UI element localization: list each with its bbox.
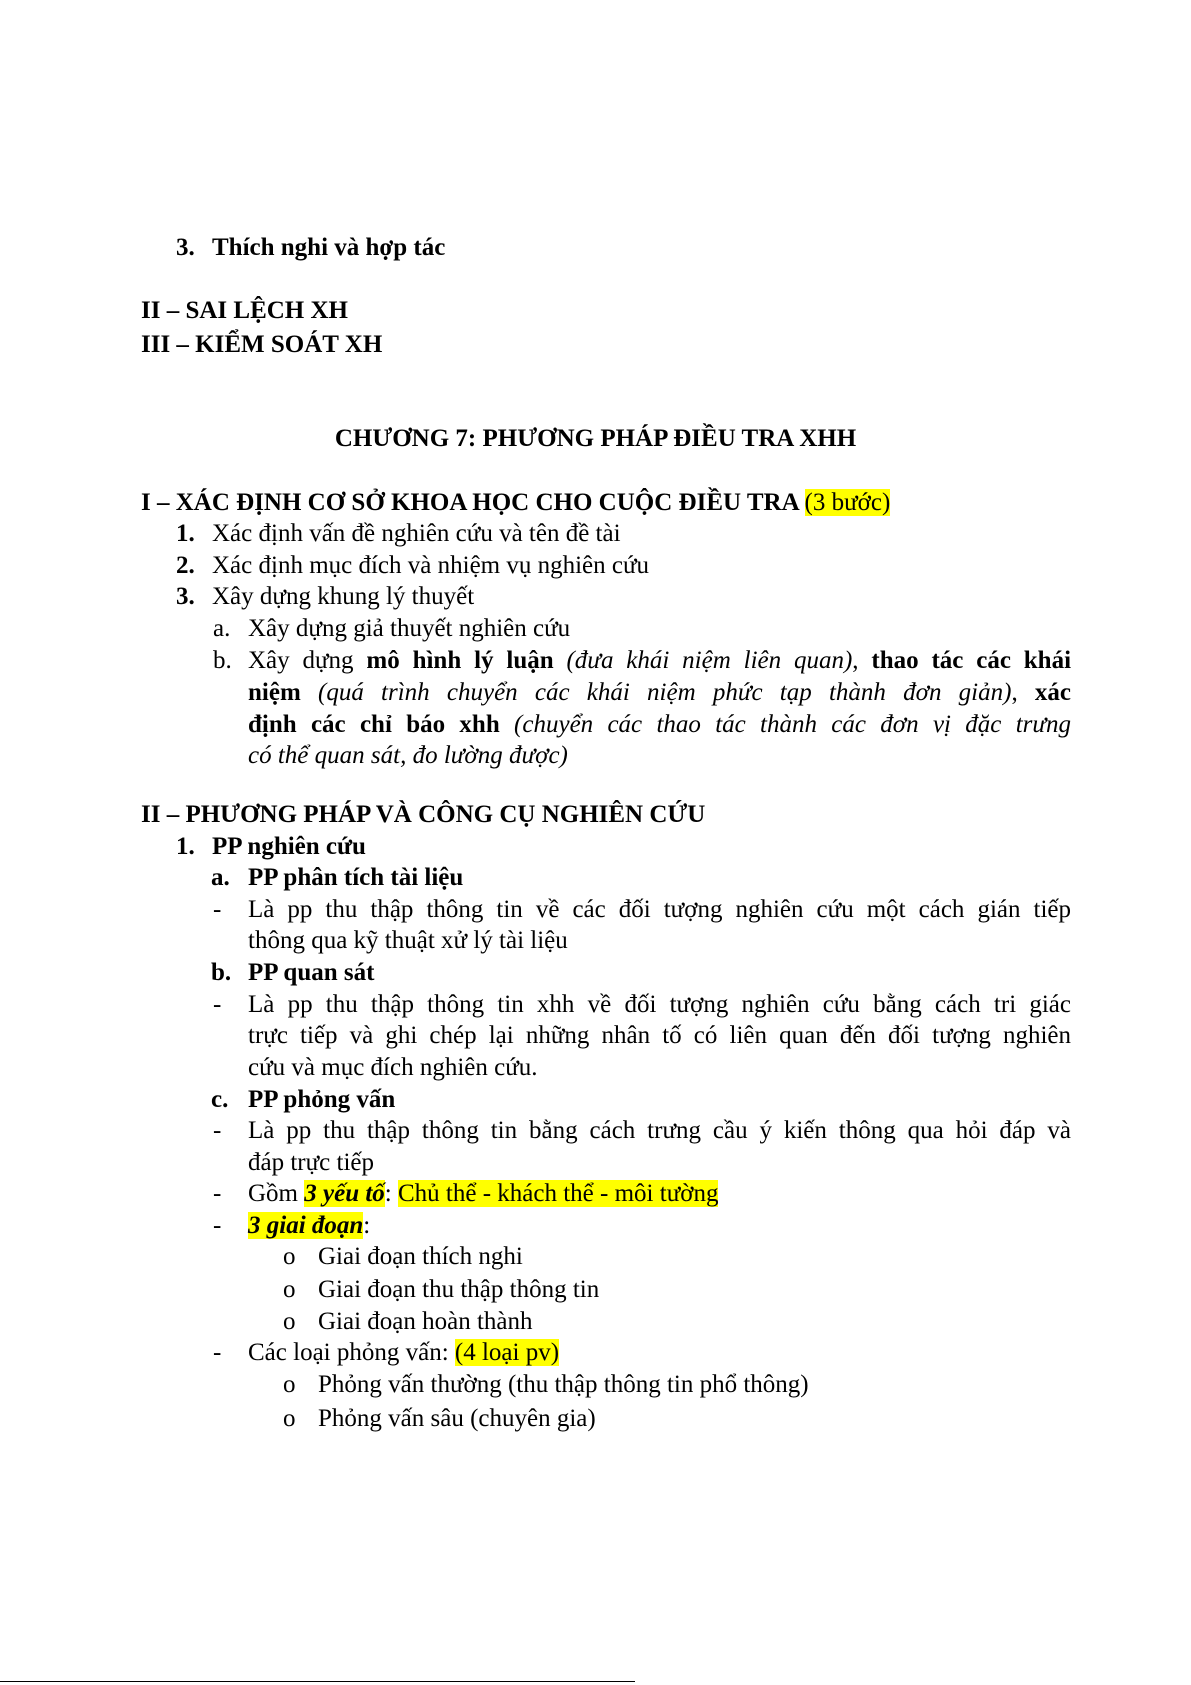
circle-bullet: o — [283, 1276, 296, 1303]
list-item: Xây dựng khung lý thuyết — [212, 583, 475, 610]
sub-letter: b. — [211, 959, 232, 986]
list-item: Xác định mục đích và nhiệm vụ nghiên cứu — [212, 552, 650, 579]
sub-item-b-line4: có thể quan sát, đo lường được) — [248, 742, 568, 769]
section-heading-3: III – KIỂM SOÁT XH — [141, 331, 383, 358]
item-number: 3. — [176, 234, 195, 261]
item-number: 1. — [176, 520, 195, 547]
term: niệm — [248, 679, 301, 706]
types-line — [248, 1338, 559, 1368]
note: (chuyển các thao tác thành các đơn vị đặc trưng — [514, 711, 1072, 738]
chapter-title: CHƯƠNG 7: PHƯƠNG PHÁP ĐIỀU TRA XHH — [334, 425, 857, 452]
term: xác — [1034, 679, 1072, 706]
definition-line: trực tiếp và ghi chép lại những nhân tố có liên quan đến đối tượng nghiên — [248, 1022, 1071, 1049]
section-heading-2: II – SAI LỆCH XH — [141, 297, 348, 324]
highlighted-term: 3 giai đoạn — [248, 1212, 364, 1239]
stage-item: Giai đoạn hoàn thành — [318, 1308, 533, 1335]
components-line — [248, 1179, 718, 1209]
sub-letter: c. — [211, 1086, 229, 1113]
item-number: 3. — [176, 583, 195, 610]
dash-bullet: - — [213, 896, 222, 923]
term: mô hình lý luận — [366, 647, 554, 674]
term: thao tác các khái — [871, 647, 1072, 674]
footer-divider — [0, 1681, 635, 1682]
sub-item-b-line3 — [248, 710, 1071, 740]
circle-bullet: o — [283, 1405, 296, 1432]
text-run: Các loại phỏng vấn: — [248, 1339, 449, 1366]
definition-line: Là pp thu thập thông tin về các đối tượng nghiên cứu một cách gián tiếp — [248, 896, 1071, 923]
definition-line: đáp trực tiếp — [248, 1149, 375, 1176]
part1-heading-note: (3 bước) — [804, 489, 891, 516]
item-number: 1. — [176, 833, 195, 860]
sub-letter: b. — [213, 647, 232, 674]
circle-bullet: o — [283, 1371, 296, 1398]
dash-bullet: - — [213, 1117, 222, 1144]
circle-bullet: o — [283, 1308, 296, 1335]
dash-bullet: - — [213, 1339, 222, 1366]
punct: , — [852, 647, 859, 674]
dash-bullet: - — [213, 1180, 222, 1207]
definition-line: cứu và mục đích nghiên cứu. — [248, 1054, 538, 1081]
text-run: Gồm — [248, 1180, 298, 1207]
note: (quá trình chuyển các khái niệm phức tạp thành đơn giản) — [318, 679, 1012, 706]
part2-heading: II – PHƯƠNG PHÁP VÀ CÔNG CỤ NGHIÊN CỨU — [141, 801, 706, 828]
sub-item-b-line2 — [248, 678, 1071, 708]
sub-item: Xây dựng giả thuyết nghiên cứu — [248, 615, 571, 642]
punct: , — [1011, 679, 1018, 706]
dash-bullet: - — [213, 1212, 222, 1239]
highlighted-list: Chủ thể - khách thể - môi tường — [398, 1180, 719, 1207]
term: định các chỉ báo xhh — [248, 711, 500, 738]
definition-line: Là pp thu thập thông tin bằng cách trưng cầu ý kiến thông qua hỏi đáp và — [248, 1117, 1071, 1144]
definition-line: thông qua kỹ thuật xử lý tài liệu — [248, 927, 568, 954]
highlighted-note: (4 loại pv) — [454, 1339, 560, 1366]
list-item: Xác định vấn đề nghiên cứu và tên đề tài — [212, 520, 621, 547]
sub-item-b-line1 — [248, 646, 1071, 676]
item-title: Thích nghi và hợp tác — [212, 234, 446, 261]
definition-line: Là pp thu thập thông tin xhh về đối tượng nghiên cứu bằng cách tri giác — [248, 991, 1071, 1018]
stage-item: Giai đoạn thu thập thông tin — [318, 1276, 600, 1303]
stage-item: Giai đoạn thích nghi — [318, 1243, 523, 1270]
type-item: Phỏng vấn sâu (chuyên gia) — [318, 1405, 596, 1432]
sub-title: PP quan sát — [248, 959, 375, 986]
punct: : — [363, 1212, 371, 1239]
sub-letter: a. — [213, 615, 231, 642]
sub-title: PP phỏng vấn — [248, 1086, 396, 1113]
highlighted-term: 3 yếu tố — [304, 1180, 385, 1207]
sub-letter: a. — [211, 864, 230, 891]
text-run: Xây dựng — [248, 647, 354, 674]
punct: : — [384, 1180, 392, 1207]
circle-bullet: o — [283, 1243, 296, 1270]
item-number: 2. — [176, 552, 195, 579]
dash-bullet: - — [213, 991, 222, 1018]
type-item: Phỏng vấn thường (thu thập thông tin phổ thông) — [318, 1371, 809, 1398]
part1-heading-text: I – XÁC ĐỊNH CƠ SỞ KHOA HỌC CHO CUỘC ĐIỀU TRA — [141, 489, 799, 516]
part1-heading — [141, 488, 890, 518]
sub-title: PP phân tích tài liệu — [248, 864, 464, 891]
item-title: PP nghiên cứu — [212, 833, 366, 860]
stages-line — [248, 1211, 370, 1241]
note: (đưa khái niệm liên quan) — [566, 647, 853, 674]
